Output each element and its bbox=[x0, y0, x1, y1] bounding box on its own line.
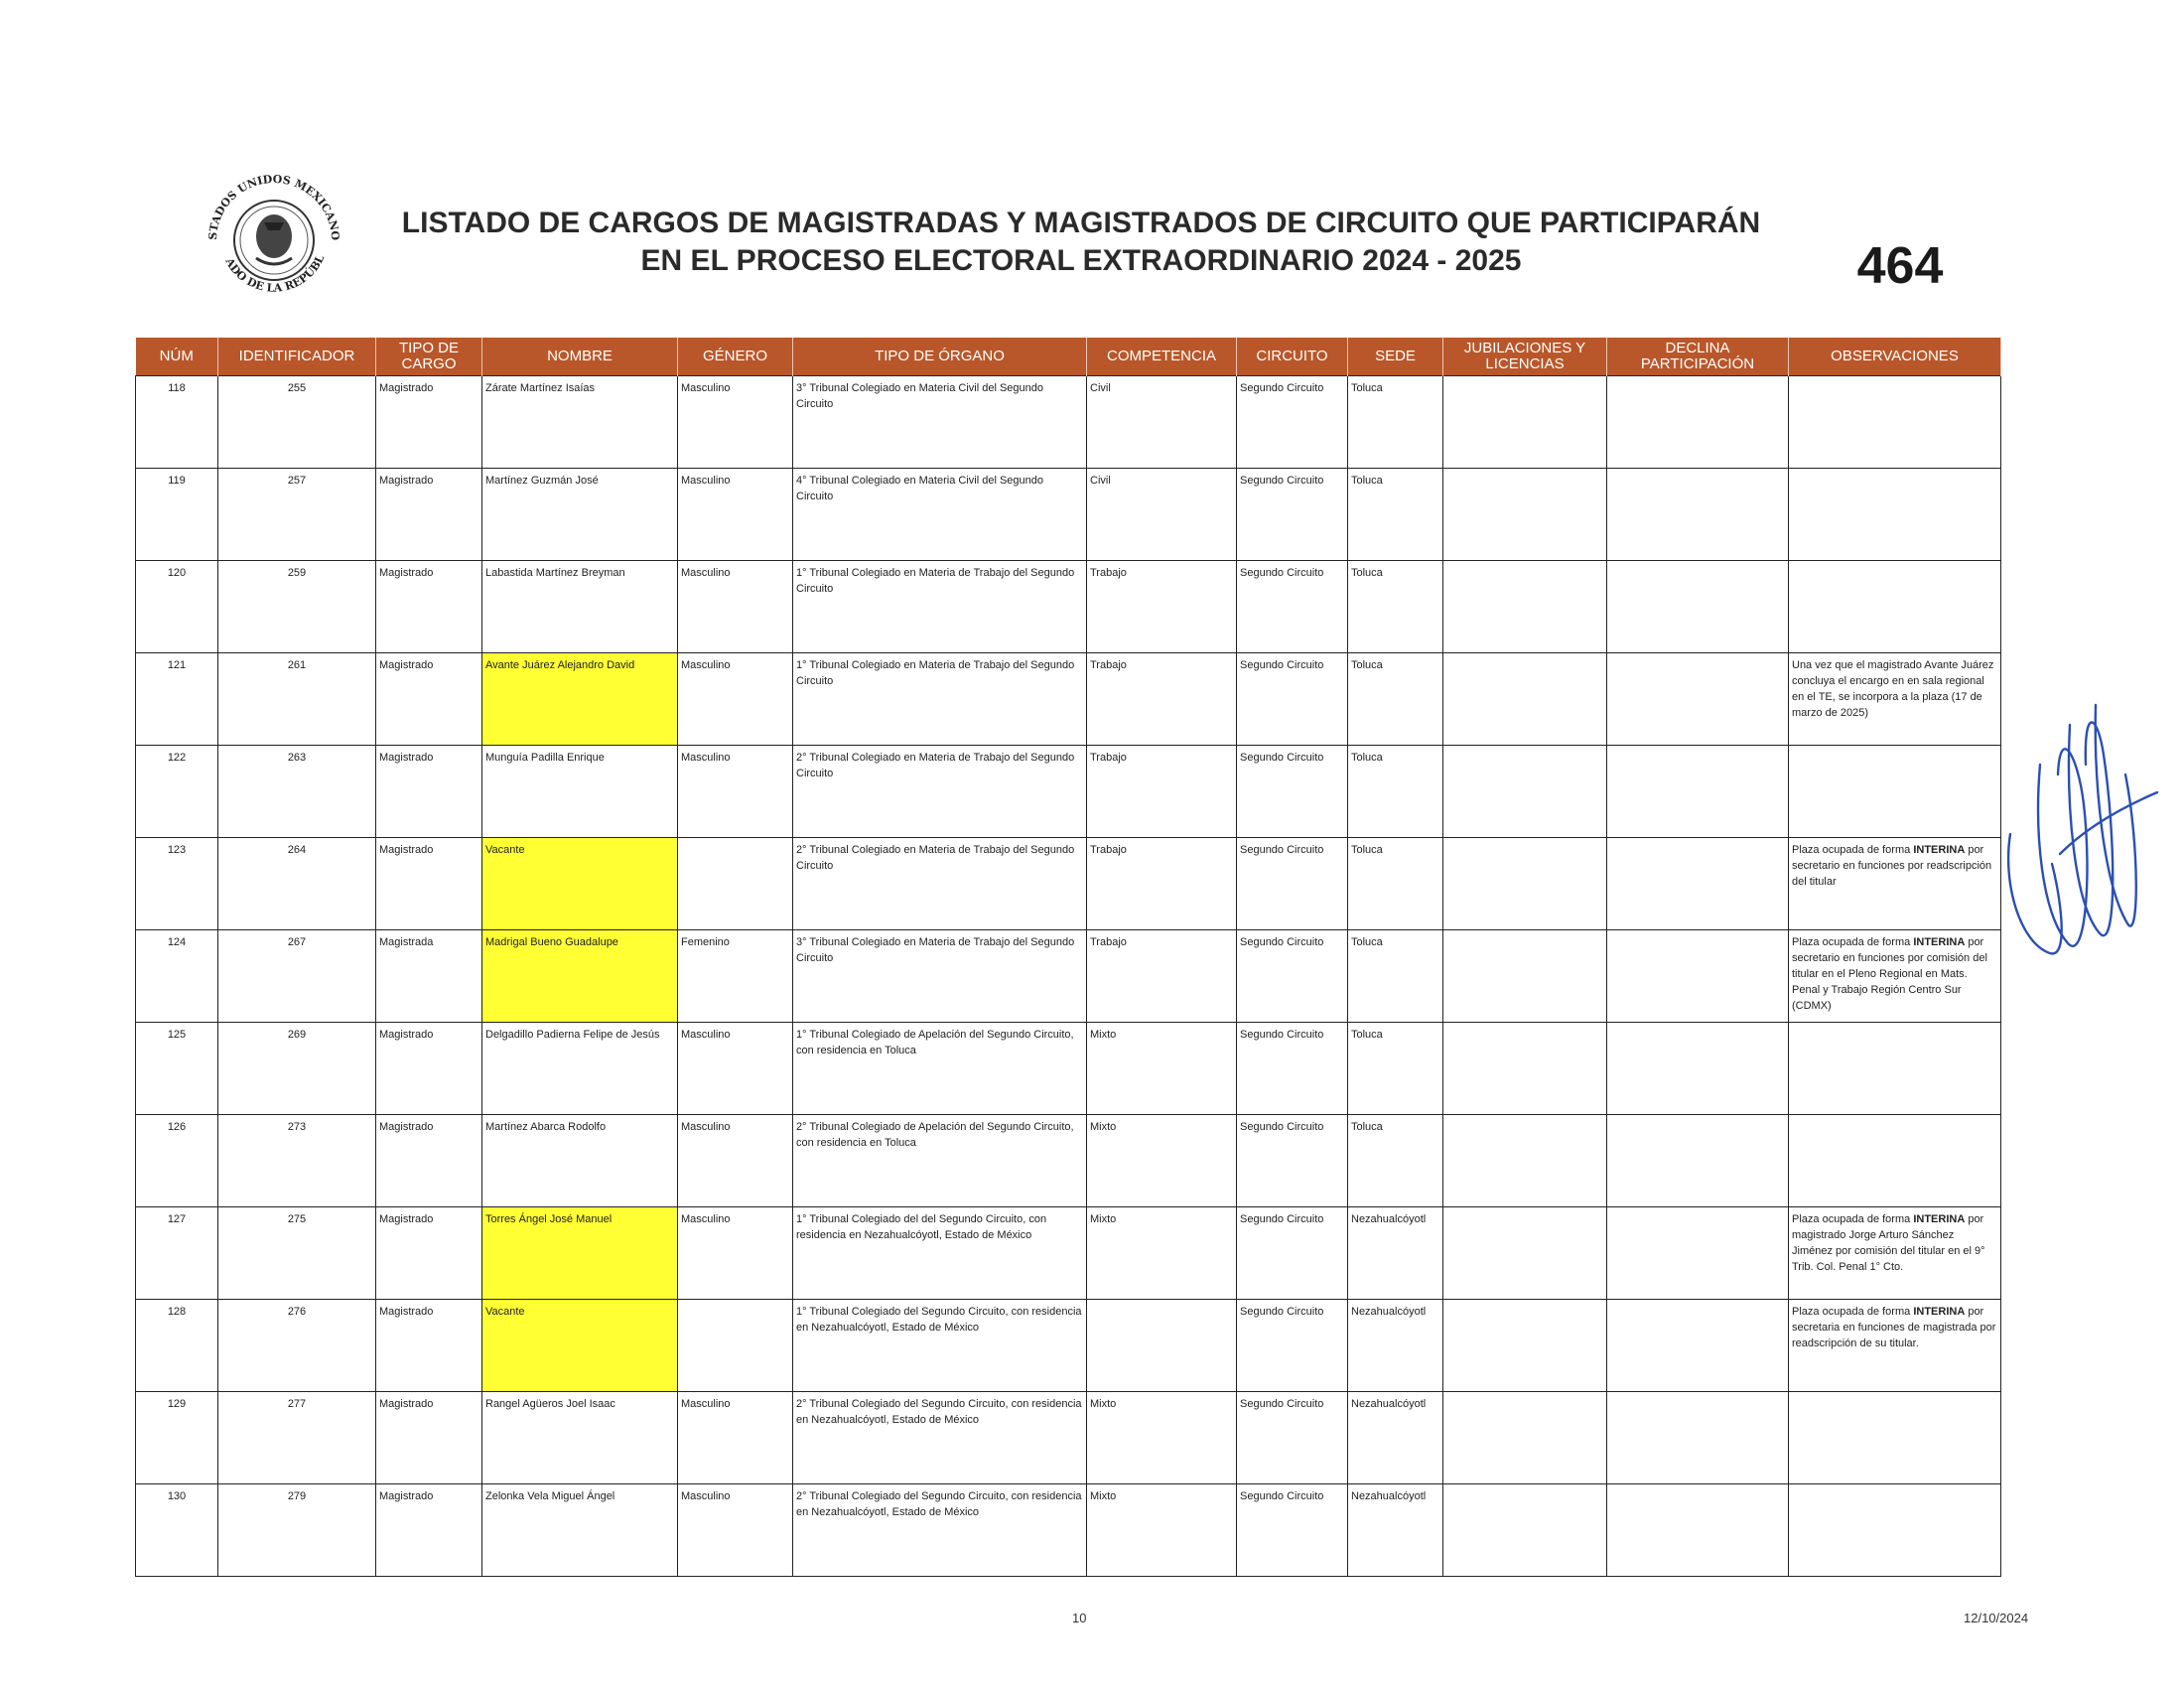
row-number: 118 bbox=[136, 376, 218, 469]
row-cargo: Magistrada bbox=[376, 930, 482, 1023]
footer-page-number: 10 bbox=[1072, 1611, 1087, 1625]
row-genero: Masculino bbox=[678, 469, 793, 561]
row-identifier: 279 bbox=[218, 1484, 376, 1577]
row-jubilaciones bbox=[1443, 930, 1607, 1023]
row-sede: Toluca bbox=[1348, 561, 1443, 653]
row-nombre: Vacante bbox=[482, 838, 678, 930]
row-number: 130 bbox=[136, 1484, 218, 1577]
row-genero bbox=[678, 1300, 793, 1392]
row-cargo: Magistrado bbox=[376, 1484, 482, 1577]
row-jubilaciones bbox=[1443, 1300, 1607, 1392]
row-organo: 2° Tribunal Colegiado del Segundo Circuito, con residencia en Nezahualcóyotl, Estado de México bbox=[793, 1484, 1087, 1577]
row-number: 120 bbox=[136, 561, 218, 653]
row-sede: Toluca bbox=[1348, 1115, 1443, 1207]
svg-text:SENADO DE LA REPÚBLICA: ADO DE LA REPÚBL bbox=[222, 252, 328, 295]
row-jubilaciones bbox=[1443, 838, 1607, 930]
row-identifier: 267 bbox=[218, 930, 376, 1023]
row-jubilaciones bbox=[1443, 1392, 1607, 1484]
row-sede: Nezahualcóyotl bbox=[1348, 1392, 1443, 1484]
row-organo: 1° Tribunal Colegiado en Materia de Trabajo del Segundo Circuito bbox=[793, 561, 1087, 653]
row-genero: Masculino bbox=[678, 561, 793, 653]
row-organo: 1° Tribunal Colegiado en Materia de Trabajo del Segundo Circuito bbox=[793, 653, 1087, 746]
row-cargo: Magistrado bbox=[376, 1207, 482, 1300]
row-circuito: Segundo Circuito bbox=[1237, 561, 1348, 653]
row-observaciones: Una vez que el magistrado Avante Juárez concluya el encargo en en sala regional en el TE, se incorpora a la plaza (17 de marzo de 2025) bbox=[1789, 653, 2001, 746]
column-header: TIPO DE ÓRGANO bbox=[793, 338, 1087, 376]
row-sede: Toluca bbox=[1348, 838, 1443, 930]
row-declina bbox=[1607, 746, 1789, 838]
row-sede: Nezahualcóyotl bbox=[1348, 1300, 1443, 1392]
row-circuito: Segundo Circuito bbox=[1237, 653, 1348, 746]
row-organo: 3° Tribunal Colegiado en Materia Civil del Segundo Circuito bbox=[793, 376, 1087, 469]
row-identifier: 263 bbox=[218, 746, 376, 838]
row-competencia: Mixto bbox=[1087, 1115, 1237, 1207]
row-cargo: Magistrado bbox=[376, 653, 482, 746]
row-competencia: Mixto bbox=[1087, 1207, 1237, 1300]
column-header: TIPO DE CARGO bbox=[376, 338, 482, 376]
row-organo: 2° Tribunal Colegiado en Materia de Trabajo del Segundo Circuito bbox=[793, 838, 1087, 930]
row-jubilaciones bbox=[1443, 376, 1607, 469]
row-cargo: Magistrado bbox=[376, 469, 482, 561]
row-competencia: Mixto bbox=[1087, 1023, 1237, 1115]
row-declina bbox=[1607, 1023, 1789, 1115]
row-organo: 2° Tribunal Colegiado del Segundo Circuito, con residencia en Nezahualcóyotl, Estado de México bbox=[793, 1392, 1087, 1484]
row-identifier: 264 bbox=[218, 838, 376, 930]
row-cargo: Magistrado bbox=[376, 561, 482, 653]
row-observaciones bbox=[1789, 376, 2001, 469]
row-nombre: Martínez Guzmán José bbox=[482, 469, 678, 561]
row-identifier: 275 bbox=[218, 1207, 376, 1300]
row-sede: Toluca bbox=[1348, 653, 1443, 746]
row-nombre: Munguía Padilla Enrique bbox=[482, 746, 678, 838]
senate-seal-logo bbox=[195, 167, 353, 306]
row-identifier: 257 bbox=[218, 469, 376, 561]
row-competencia: Civil bbox=[1087, 376, 1237, 469]
row-number: 127 bbox=[136, 1207, 218, 1300]
row-nombre: Delgadillo Padierna Felipe de Jesús bbox=[482, 1023, 678, 1115]
row-declina bbox=[1607, 561, 1789, 653]
row-observaciones: Plaza ocupada de forma INTERINA por magistrado Jorge Arturo Sánchez Jiménez por comisión del titular en el 9° Trib. Col. Penal 1° Cto. bbox=[1789, 1207, 2001, 1300]
row-genero: Masculino bbox=[678, 1207, 793, 1300]
row-nombre: Torres Ángel José Manuel bbox=[482, 1207, 678, 1300]
row-jubilaciones bbox=[1443, 653, 1607, 746]
row-circuito: Segundo Circuito bbox=[1237, 376, 1348, 469]
row-cargo: Magistrado bbox=[376, 1392, 482, 1484]
row-jubilaciones bbox=[1443, 561, 1607, 653]
footer-date: 12/10/2024 bbox=[1964, 1611, 2029, 1625]
row-genero: Masculino bbox=[678, 746, 793, 838]
row-circuito: Segundo Circuito bbox=[1237, 1023, 1348, 1115]
row-declina bbox=[1607, 1207, 1789, 1300]
row-cargo: Magistrado bbox=[376, 1115, 482, 1207]
row-circuito: Segundo Circuito bbox=[1237, 1115, 1348, 1207]
row-sede: Toluca bbox=[1348, 930, 1443, 1023]
row-observaciones bbox=[1789, 1484, 2001, 1577]
row-jubilaciones bbox=[1443, 746, 1607, 838]
row-observaciones: Plaza ocupada de forma INTERINA por secretario en funciones por readscripción del titular bbox=[1789, 838, 2001, 930]
row-observaciones: Plaza ocupada de forma INTERINA por secretaria en funciones de magistrada por readscripción de su titular. bbox=[1789, 1300, 2001, 1392]
row-declina bbox=[1607, 930, 1789, 1023]
row-cargo: Magistrado bbox=[376, 1300, 482, 1392]
row-identifier: 276 bbox=[218, 1300, 376, 1392]
row-nombre: Zelonka Vela Miguel Ángel bbox=[482, 1484, 678, 1577]
row-cargo: Magistrado bbox=[376, 838, 482, 930]
column-header: OBSERVACIONES bbox=[1789, 338, 2001, 376]
row-genero bbox=[678, 838, 793, 930]
row-sede: Nezahualcóyotl bbox=[1348, 1207, 1443, 1300]
row-observaciones bbox=[1789, 1023, 2001, 1115]
row-number: 125 bbox=[136, 1023, 218, 1115]
row-declina bbox=[1607, 1484, 1789, 1577]
title-line-2: EN EL PROCESO ELECTORAL EXTRAORDINARIO 2024 - 2025 bbox=[640, 244, 1522, 277]
row-declina bbox=[1607, 1115, 1789, 1207]
row-genero: Masculino bbox=[678, 1023, 793, 1115]
row-competencia: Trabajo bbox=[1087, 838, 1237, 930]
row-jubilaciones bbox=[1443, 1023, 1607, 1115]
row-competencia: Trabajo bbox=[1087, 653, 1237, 746]
handwritten-signature bbox=[2000, 685, 2159, 973]
table-row bbox=[136, 376, 2001, 469]
row-nombre: Madrigal Bueno Guadalupe bbox=[482, 930, 678, 1023]
row-observaciones bbox=[1789, 561, 2001, 653]
row-competencia: Trabajo bbox=[1087, 930, 1237, 1023]
row-nombre: Avante Juárez Alejandro David bbox=[482, 653, 678, 746]
title-line-1: LISTADO DE CARGOS DE MAGISTRADAS Y MAGISTRADOS DE CIRCUITO QUE PARTICIPARÁN bbox=[401, 207, 1761, 239]
row-cargo: Magistrado bbox=[376, 746, 482, 838]
row-declina bbox=[1607, 838, 1789, 930]
column-header: JUBILACIONES Y LICENCIAS bbox=[1443, 338, 1607, 376]
row-sede: Toluca bbox=[1348, 469, 1443, 561]
table-header-row bbox=[136, 338, 2001, 376]
row-identifier: 261 bbox=[218, 653, 376, 746]
row-identifier: 273 bbox=[218, 1115, 376, 1207]
page-stamp-number: 464 bbox=[1856, 237, 1944, 295]
row-competencia: Civil bbox=[1087, 469, 1237, 561]
table-row bbox=[136, 561, 2001, 653]
column-header: GÉNERO bbox=[678, 338, 793, 376]
row-competencia bbox=[1087, 1300, 1237, 1392]
row-circuito: Segundo Circuito bbox=[1237, 1392, 1348, 1484]
row-jubilaciones bbox=[1443, 1207, 1607, 1300]
row-circuito: Segundo Circuito bbox=[1237, 838, 1348, 930]
emphasis-interina: INTERINA bbox=[1913, 1306, 1966, 1318]
table-body bbox=[136, 376, 2001, 1577]
row-identifier: 259 bbox=[218, 561, 376, 653]
table-row bbox=[136, 653, 2001, 746]
table-row bbox=[136, 1023, 2001, 1115]
row-declina bbox=[1607, 376, 1789, 469]
row-organo: 1° Tribunal Colegiado del Segundo Circuito, con residencia en Nezahualcóyotl, Estado de México bbox=[793, 1300, 1087, 1392]
row-genero: Masculino bbox=[678, 1484, 793, 1577]
column-header: COMPETENCIA bbox=[1087, 338, 1237, 376]
row-competencia: Trabajo bbox=[1087, 561, 1237, 653]
table-row bbox=[136, 838, 2001, 930]
row-circuito: Segundo Circuito bbox=[1237, 930, 1348, 1023]
row-cargo: Magistrado bbox=[376, 376, 482, 469]
row-identifier: 255 bbox=[218, 376, 376, 469]
row-organo: 1° Tribunal Colegiado de Apelación del Segundo Circuito, con residencia en Toluca bbox=[793, 1023, 1087, 1115]
row-organo: 2° Tribunal Colegiado de Apelación del Segundo Circuito, con residencia en Toluca bbox=[793, 1115, 1087, 1207]
row-identifier: 269 bbox=[218, 1023, 376, 1115]
row-circuito: Segundo Circuito bbox=[1237, 1484, 1348, 1577]
row-nombre: Rangel Agüeros Joel Isaac bbox=[482, 1392, 678, 1484]
row-organo: 2° Tribunal Colegiado en Materia de Trabajo del Segundo Circuito bbox=[793, 746, 1087, 838]
row-genero: Masculino bbox=[678, 376, 793, 469]
emphasis-interina: INTERINA bbox=[1913, 936, 1966, 948]
row-number: 129 bbox=[136, 1392, 218, 1484]
row-competencia: Mixto bbox=[1087, 1484, 1237, 1577]
row-identifier: 277 bbox=[218, 1392, 376, 1484]
table-row bbox=[136, 1207, 2001, 1300]
table-row bbox=[136, 930, 2001, 1023]
row-genero: Masculino bbox=[678, 653, 793, 746]
row-competencia: Trabajo bbox=[1087, 746, 1237, 838]
table-row bbox=[136, 1115, 2001, 1207]
column-header: NÚM bbox=[136, 338, 218, 376]
row-observaciones bbox=[1789, 746, 2001, 838]
row-circuito: Segundo Circuito bbox=[1237, 1207, 1348, 1300]
table-row bbox=[136, 469, 2001, 561]
row-nombre: Zárate Martínez Isaías bbox=[482, 376, 678, 469]
row-competencia: Mixto bbox=[1087, 1392, 1237, 1484]
row-nombre: Vacante bbox=[482, 1300, 678, 1392]
magistrates-table bbox=[135, 338, 2001, 1577]
row-genero: Masculino bbox=[678, 1115, 793, 1207]
row-jubilaciones bbox=[1443, 1115, 1607, 1207]
row-observaciones bbox=[1789, 1392, 2001, 1484]
row-number: 123 bbox=[136, 838, 218, 930]
emphasis-interina: INTERINA bbox=[1913, 844, 1966, 856]
row-declina bbox=[1607, 1392, 1789, 1484]
row-number: 119 bbox=[136, 469, 218, 561]
row-nombre: Martínez Abarca Rodolfo bbox=[482, 1115, 678, 1207]
column-header: IDENTIFICADOR bbox=[218, 338, 376, 376]
table-row bbox=[136, 1300, 2001, 1392]
emphasis-interina: INTERINA bbox=[1913, 1213, 1966, 1225]
row-organo: 3° Tribunal Colegiado en Materia de Trabajo del Segundo Circuito bbox=[793, 930, 1087, 1023]
row-circuito: Segundo Circuito bbox=[1237, 1300, 1348, 1392]
row-nombre: Labastida Martínez Breyman bbox=[482, 561, 678, 653]
row-observaciones bbox=[1789, 1115, 2001, 1207]
row-declina bbox=[1607, 1300, 1789, 1392]
row-observaciones: Plaza ocupada de forma INTERINA por secretario en funciones por comisión del titular en el Pleno Regional en Mats. Penal y Trabajo Región Centro Sur (CDMX) bbox=[1789, 930, 2001, 1023]
document-title bbox=[381, 205, 1781, 280]
row-observaciones bbox=[1789, 469, 2001, 561]
row-sede: Nezahualcóyotl bbox=[1348, 1484, 1443, 1577]
table-row bbox=[136, 1392, 2001, 1484]
row-sede: Toluca bbox=[1348, 1023, 1443, 1115]
row-number: 122 bbox=[136, 746, 218, 838]
row-number: 126 bbox=[136, 1115, 218, 1207]
row-genero: Femenino bbox=[678, 930, 793, 1023]
table-row bbox=[136, 1484, 2001, 1577]
row-jubilaciones bbox=[1443, 469, 1607, 561]
row-circuito: Segundo Circuito bbox=[1237, 746, 1348, 838]
row-circuito: Segundo Circuito bbox=[1237, 469, 1348, 561]
row-sede: Toluca bbox=[1348, 376, 1443, 469]
column-header: DECLINA PARTICIPACIÓN bbox=[1607, 338, 1789, 376]
row-number: 121 bbox=[136, 653, 218, 746]
row-number: 128 bbox=[136, 1300, 218, 1392]
column-header: SEDE bbox=[1348, 338, 1443, 376]
row-sede: Toluca bbox=[1348, 746, 1443, 838]
row-organo: 4° Tribunal Colegiado en Materia Civil del Segundo Circuito bbox=[793, 469, 1087, 561]
column-header: NOMBRE bbox=[482, 338, 678, 376]
svg-text:ESTADOS UNIDOS MEXICANOS: STADOS UNIDOS MEXICANO bbox=[205, 172, 342, 241]
column-header: CIRCUITO bbox=[1237, 338, 1348, 376]
row-declina bbox=[1607, 469, 1789, 561]
row-number: 124 bbox=[136, 930, 218, 1023]
row-jubilaciones bbox=[1443, 1484, 1607, 1577]
row-genero: Masculino bbox=[678, 1392, 793, 1484]
row-declina bbox=[1607, 653, 1789, 746]
row-cargo: Magistrado bbox=[376, 1023, 482, 1115]
table-row bbox=[136, 746, 2001, 838]
row-organo: 1° Tribunal Colegiado del del Segundo Circuito, con residencia en Nezahualcóyotl, Estado de México bbox=[793, 1207, 1087, 1300]
